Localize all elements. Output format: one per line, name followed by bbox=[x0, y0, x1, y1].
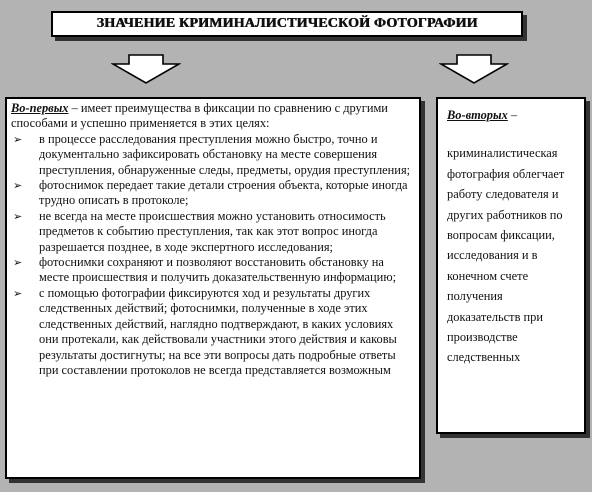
list-item-text: с помощью фотографии фиксируются ход и результаты других следственных действий; фотоснимки, полученные в ходе этих следственных действий, наглядно подтверждают, в каких условиях они протекали, как действовали участники этого действия и каковы результаты достигнуты; на все эти вопросы дать подробные ответы при составлении протоколов не всегда представляется возможным bbox=[39, 285, 397, 377]
first-point-list bbox=[11, 132, 415, 379]
arrowhead-bullet-icon: ➢ bbox=[13, 209, 23, 223]
second-point-header bbox=[447, 105, 578, 125]
arrowhead-bullet-icon: ➢ bbox=[13, 256, 23, 270]
list-item bbox=[11, 132, 415, 178]
second-point-dash: – bbox=[507, 108, 518, 122]
list-item bbox=[11, 209, 415, 255]
arrowhead-bullet-icon: ➢ bbox=[13, 132, 23, 146]
list-item bbox=[11, 286, 415, 378]
arrowhead-bullet-icon: ➢ bbox=[13, 179, 23, 193]
second-point-panel bbox=[436, 97, 586, 434]
first-point-intro bbox=[11, 101, 415, 132]
first-point-heading: Во-первых bbox=[11, 101, 69, 115]
list-item-text: фотоснимок передает такие детали строения объекта, которые иногда трудно описать в протоколе; bbox=[39, 178, 408, 208]
second-point-body: криминалистическая фотография облегчает работу следователя и других работников по вопросам фиксации, исследования и в конечном счете получения доказательств при производстве следственных bbox=[447, 146, 565, 365]
title-box bbox=[51, 11, 523, 37]
first-point-intro-text: – имеет преимущества в фиксации по сравнению с другими способами и успешно применяется в этих целях: bbox=[11, 101, 388, 131]
list-item bbox=[11, 178, 415, 209]
list-item-text: фотоснимки сохраняют и позволяют восстановить обстановку на месте происшествия и получить доказательственную информацию; bbox=[39, 255, 397, 285]
down-arrow-left-icon bbox=[111, 54, 181, 84]
list-item bbox=[11, 255, 415, 286]
arrowhead-bullet-icon: ➢ bbox=[13, 286, 23, 300]
first-point-panel bbox=[5, 97, 421, 479]
second-point-heading: Во-вторых bbox=[447, 108, 508, 122]
diagram-title: ЗНАЧЕНИЕ КРИМИНАЛИСТИЧЕСКОЙ ФОТОГРАФИИ bbox=[96, 16, 478, 31]
down-arrow-right-icon bbox=[439, 54, 509, 84]
list-item-text: не всегда на месте происшествия можно установить относимость предметов к событию преступления, так как этот вопрос иногда разрешается позднее, в ходе экспертного исследования; bbox=[39, 208, 386, 254]
list-item-text: в процессе расследования преступления можно быстро, точно и документально зафиксировать обстановку на месте совершения преступления, обнаруженные следы, предметы, орудия преступления; bbox=[39, 131, 411, 177]
